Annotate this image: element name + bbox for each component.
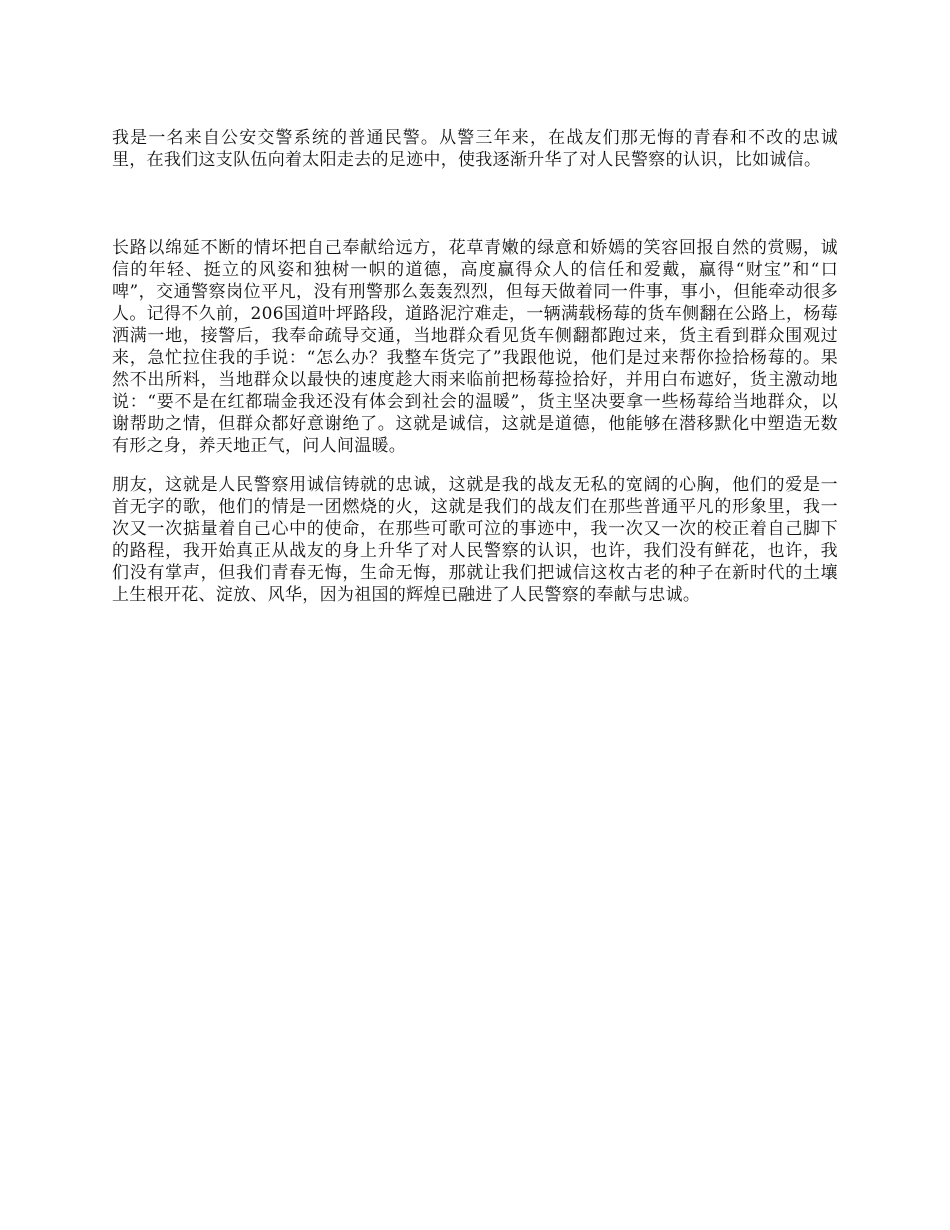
paragraph-3: 朋友，这就是人民警察用诚信铸就的忠诚，这就是我的战友无私的宽阔的心胸，他们的爱是一首无字的歌，他们的情是一团燃烧的火，这就是我们的战友们在那些普通平凡的形象里，我一次又一次掂量着自己心中的使命，在那些可歌可泣的事迹中，我一次又一次的校正着自己脚下的路程，我开始真正从战友的身上升华了对人民警察的认识，也许，我们没有鲜花，也许，我们没有掌声，但我们青春无悔，生命无悔，那就让我们把诚信这枚古老的种子在新时代的土壤上生根开花、淀放、风华，因为祖国的辉煌已融进了人民警察的奉献与忠诚。 [112, 475, 838, 605]
document-body [112, 127, 838, 606]
paragraph-2: 长路以绵延不断的情坏把自己奉献给远方，花草青嫩的绿意和娇嫣的笑容回报自然的赏赐，诚信的年轻、挺立的风姿和独树一帜的道德，高度赢得众人的信任和爱戴，赢得“财宝”和“口啤”，交通警察岗位平凡，没有刑警那么轰轰烈烈，但每天做着同一件事，事小，但能牵动很多人。记得不久前，206国道叶坪路段，道路泥泞难走，一辆满载杨莓的货车侧翻在公路上，杨莓洒满一地，接警后，我奉命疏导交通，当地群众看见货车侧翻都跑过来，货主看到群众围观过来，急忙拉住我的手说：“怎么办？我整车货完了”我跟他说，他们是过来帮你捡拾杨莓的。果然不出所料，当地群众以最快的速度趁大雨来临前把杨莓捡拾好，并用白布遮好，货主激动地说：“要不是在红都瑞金我还没有体会到社会的温暖”，货主坚决要拿一些杨莓给当地群众，以谢帮助之情，但群众都好意谢绝了。这就是诚信，这就是道德，他能够在潜移默化中塑造无数有形之身，养天地正气，问人间温暖。 [112, 238, 838, 456]
paragraph-1: 我是一名来自公安交警系统的普通民警。从警三年来，在战友们那无悔的青春和不改的忠诚里，在我们这支队伍向着太阳走去的足迹中，使我逐渐升华了对人民警察的认识，比如诚信。 [112, 128, 838, 170]
